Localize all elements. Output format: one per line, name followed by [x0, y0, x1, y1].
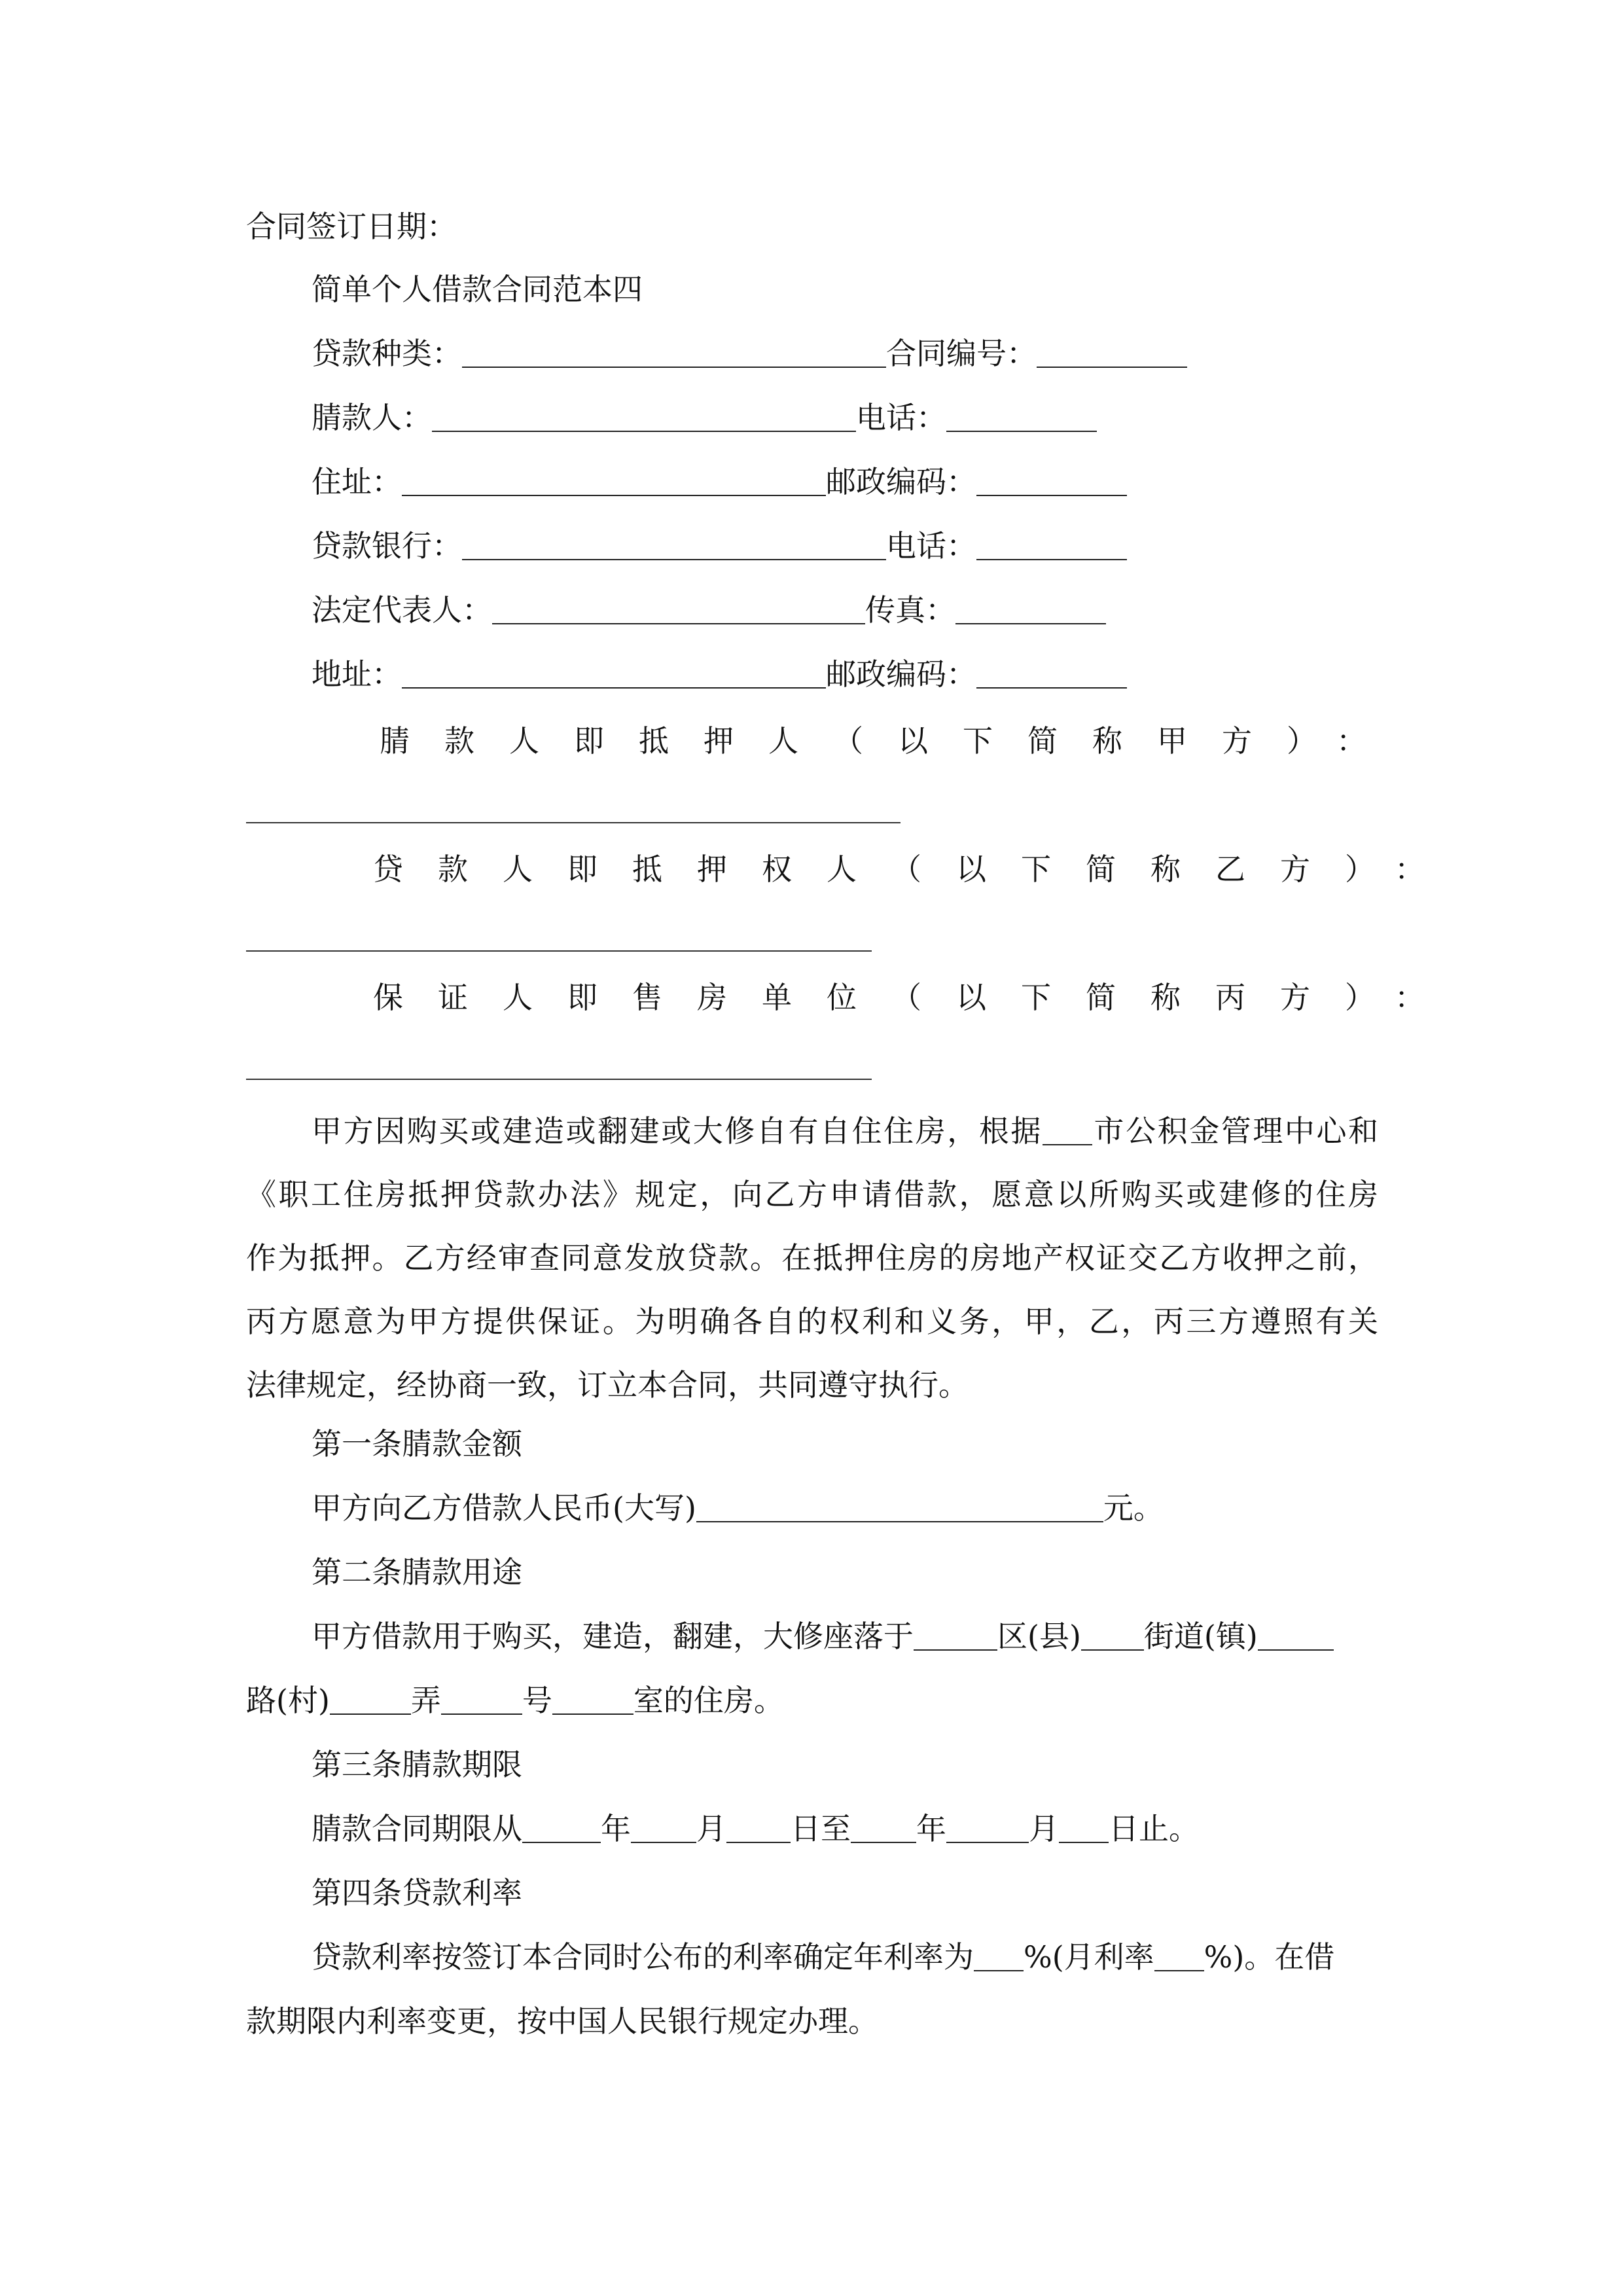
preamble-line-3: 作为抵押。乙方经审查同意发放贷款。在抵押住房的房地产权证交乙方收押之前， — [246, 1240, 1378, 1276]
preamble-line-2: 《职工住房抵押贷款办法》规定，向乙方申请借款，愿意以所购买或建修的住房 — [246, 1177, 1378, 1212]
phone-label: 电话： — [856, 400, 946, 435]
article-3-text-7: 日止。 — [1109, 1811, 1199, 1846]
article-4-line-2: 款期限内利率变更，按中国人民银行规定办理。 — [246, 2003, 878, 2039]
lending-bank-row — [312, 525, 1444, 567]
article-2-text-3: 街道(镇) — [1143, 1619, 1258, 1654]
article-3-text-4: 日至 — [791, 1811, 851, 1846]
contract-no-blank[interactable] — [1037, 339, 1187, 368]
fax-blank[interactable] — [955, 596, 1106, 624]
preamble-text-1a: 甲方因购买或建造或翻建或大修自有自住住房，根据 — [312, 1113, 1043, 1149]
address-blank[interactable] — [402, 467, 826, 496]
preamble-line-4: 丙方愿意为甲方提供保证。为明确各自的权利和义务，甲，乙，丙三方遵照有关 — [246, 1304, 1378, 1339]
annual-rate-blank[interactable] — [974, 1943, 1024, 1971]
address-row — [312, 461, 1444, 503]
start-day-blank[interactable] — [726, 1814, 791, 1843]
lane-blank[interactable] — [441, 1686, 522, 1715]
article-2-text-4: 路(村) — [246, 1683, 330, 1718]
city-blank[interactable] — [1043, 1117, 1092, 1145]
loan-type-blank[interactable] — [462, 339, 886, 368]
party-a-blank[interactable] — [246, 822, 901, 823]
party-a-heading: 腈款人即抵押人（以下简称甲方）： — [380, 723, 1401, 759]
loan-type-row — [312, 332, 1444, 374]
monthly-rate-blank[interactable] — [1154, 1943, 1204, 1971]
article-3-text-6: 月 — [1029, 1811, 1059, 1846]
lending-bank-label: 贷款银行： — [312, 528, 462, 564]
article-3-text-3: 月 — [696, 1811, 726, 1846]
end-year-blank[interactable] — [851, 1814, 916, 1843]
postcode-blank[interactable] — [976, 467, 1127, 496]
article-2-text-7: 室的住房。 — [633, 1683, 784, 1718]
article-2-text-1: 甲方借款用于购买，建造，翻建，大修座落于 — [312, 1619, 914, 1654]
bank-phone-blank[interactable] — [976, 531, 1127, 560]
signing-date-label: 合同签订日期： — [246, 209, 457, 244]
bank-phone-label: 电话： — [886, 528, 976, 564]
article-1-title: 第一条腈款金额 — [312, 1426, 522, 1462]
legal-rep-label: 法定代表人： — [312, 592, 492, 628]
article-2-line-2 — [246, 1679, 1378, 1721]
start-month-blank[interactable] — [631, 1814, 696, 1843]
article-4-text-1: 贷款利率按签订本合同时公布的利率确定年利率为 — [312, 1939, 974, 1975]
road-blank[interactable] — [330, 1686, 411, 1715]
article-1-text-b: 元。 — [1103, 1490, 1164, 1526]
legal-rep-blank[interactable] — [492, 596, 865, 624]
bank-address-label: 地址： — [312, 656, 402, 692]
borrower-row — [312, 397, 1444, 439]
party-b-heading: 贷款人即抵押权人（以下简称乙方）： — [373, 852, 1459, 887]
loan-type-label: 贷款种类： — [312, 336, 462, 371]
article-1-text — [312, 1487, 1444, 1529]
lending-bank-blank[interactable] — [462, 531, 886, 560]
bank-postcode-label: 邮政编码： — [826, 656, 976, 692]
legal-rep-row — [312, 589, 1444, 631]
fax-label: 传真： — [865, 592, 955, 628]
district-blank[interactable] — [1081, 1622, 1144, 1651]
preamble-text-1b: 市公积金管理中心和 — [1092, 1113, 1378, 1149]
article-2-title: 第二条腈款用途 — [312, 1554, 522, 1590]
party-c-blank[interactable] — [246, 1079, 872, 1080]
number-blank[interactable] — [552, 1686, 633, 1715]
location-blank[interactable] — [914, 1622, 997, 1651]
street-blank[interactable] — [1258, 1622, 1334, 1651]
preamble-paragraph — [246, 1100, 1378, 1417]
article-1-text-a: 甲方向乙方借款人民币(大写) — [312, 1490, 696, 1526]
article-3-text — [312, 1808, 1444, 1850]
article-3-title: 第三条腈款期限 — [312, 1747, 522, 1782]
article-3-text-2: 年 — [601, 1811, 631, 1846]
contract-no-label: 合同编号： — [886, 336, 1037, 371]
party-b-blank[interactable] — [246, 950, 872, 952]
article-2-text-6: 号 — [522, 1683, 552, 1718]
bank-postcode-blank[interactable] — [976, 660, 1127, 689]
article-2-text-2: 区(县) — [997, 1619, 1081, 1654]
article-4-line-1 — [312, 1936, 1378, 1978]
article-3-text-1: 腈款合同期限从 — [312, 1811, 522, 1846]
article-3-text-5: 年 — [916, 1811, 946, 1846]
borrower-blank[interactable] — [432, 403, 856, 432]
phone-blank[interactable] — [946, 403, 1097, 432]
article-4-text-3: %)。在借 — [1204, 1939, 1335, 1975]
end-month-blank[interactable] — [946, 1814, 1029, 1843]
article-2-line-1 — [312, 1615, 1444, 1657]
article-2-text-5: 弄 — [410, 1683, 441, 1718]
party-c-heading: 保证人即售房单位（以下简称丙方）： — [373, 980, 1459, 1015]
amount-blank[interactable] — [696, 1494, 1103, 1522]
preamble-line-1 — [246, 1100, 1378, 1163]
bank-address-blank[interactable] — [402, 660, 826, 689]
end-day-blank[interactable] — [1059, 1814, 1109, 1843]
contract-title: 简单个人借款合同范本四 — [312, 272, 643, 307]
address-label: 住址： — [312, 464, 402, 499]
start-year-blank[interactable] — [522, 1814, 601, 1843]
preamble-line-5: 法律规定，经协商一致，订立本合同，共同遵守执行。 — [246, 1367, 969, 1403]
bank-address-row — [312, 653, 1444, 695]
article-4-text-2: %(月利率 — [1024, 1939, 1154, 1975]
borrower-label: 腈款人： — [312, 400, 432, 435]
postcode-label: 邮政编码： — [826, 464, 976, 499]
article-4-title: 第四条贷款利率 — [312, 1875, 522, 1910]
